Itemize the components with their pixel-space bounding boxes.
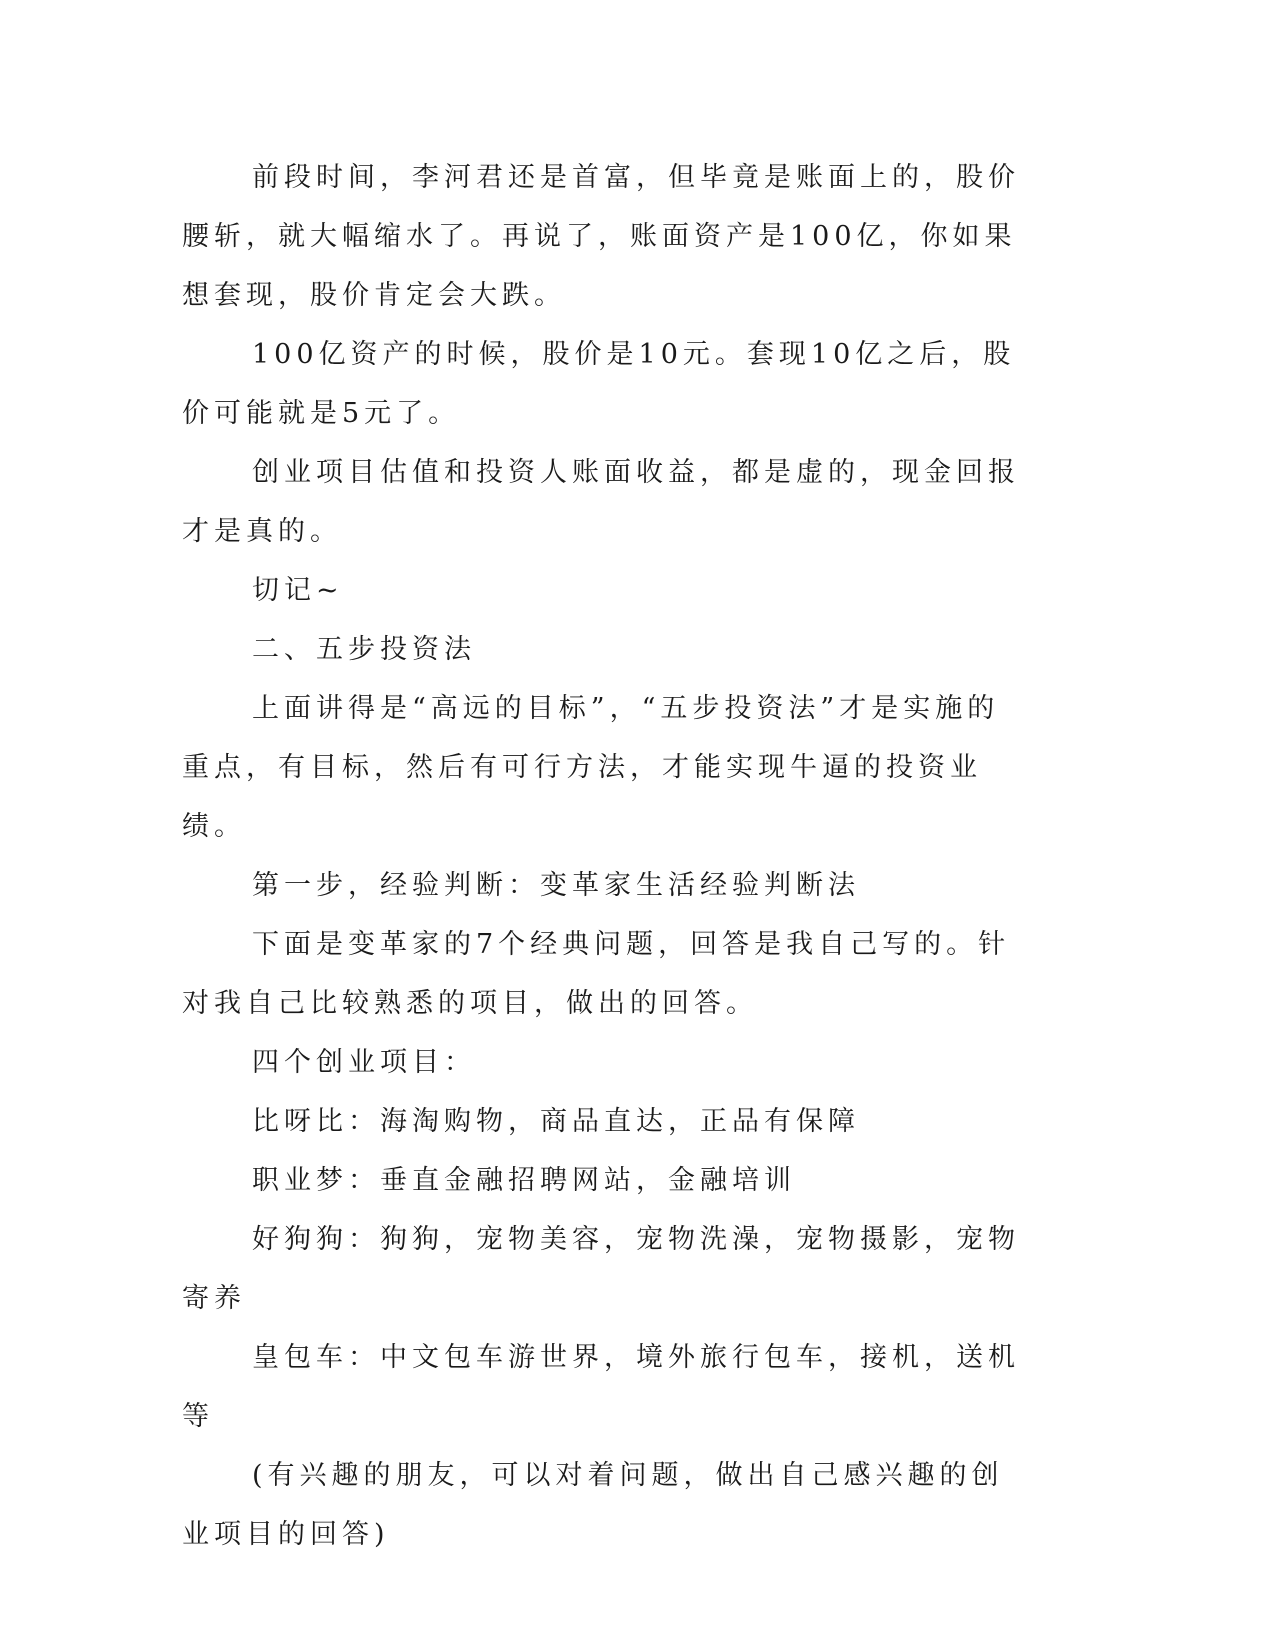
paragraph-2: 100亿资产的时候，股价是10元。套现10亿之后，股价可能就是5元了。 (182, 339, 1016, 429)
project-item-3: 好狗狗：狗狗，宠物美容，宠物洗澡，宠物摄影，宠物寄养 (182, 1224, 1020, 1314)
paragraph-6: 上面讲得是“高远的目标”，“五步投资法”才是实施的重点，有目标，然后有可行方法，才能实现牛逼的投资业绩。 (182, 693, 1000, 842)
project-item-1: 比呀比：海淘购物，商品直达，正品有保障 (252, 1106, 860, 1137)
document-page (182, 148, 1028, 1564)
paragraph-14: (有兴趣的朋友，可以对着问题，做出自己感兴趣的创业项目的回答) (182, 1460, 1004, 1550)
paragraph-4: 切记~ (252, 575, 344, 606)
paragraph-1: 前段时间，李河君还是首富，但毕竟是账面上的，股价腰斩，就大幅缩水了。再说了，账面资产是100亿，你如果想套现，股价肯定会大跌。 (182, 162, 1020, 311)
paragraph-8: 下面是变革家的7个经典问题，回答是我自己写的。针对我自己比较熟悉的项目，做出的回答。 (182, 929, 1011, 1019)
project-item-2: 职业梦：垂直金融招聘网站，金融培训 (252, 1165, 796, 1196)
projects-heading: 四个创业项目： (252, 1047, 476, 1078)
step-one-heading: 第一步，经验判断：变革家生活经验判断法 (252, 870, 860, 901)
project-item-4: 皇包车：中文包车游世界，境外旅行包车，接机，送机等 (182, 1342, 1020, 1432)
section-heading: 二、五步投资法 (252, 634, 476, 665)
paragraph-3: 创业项目估值和投资人账面收益，都是虚的，现金回报才是真的。 (182, 457, 1020, 547)
